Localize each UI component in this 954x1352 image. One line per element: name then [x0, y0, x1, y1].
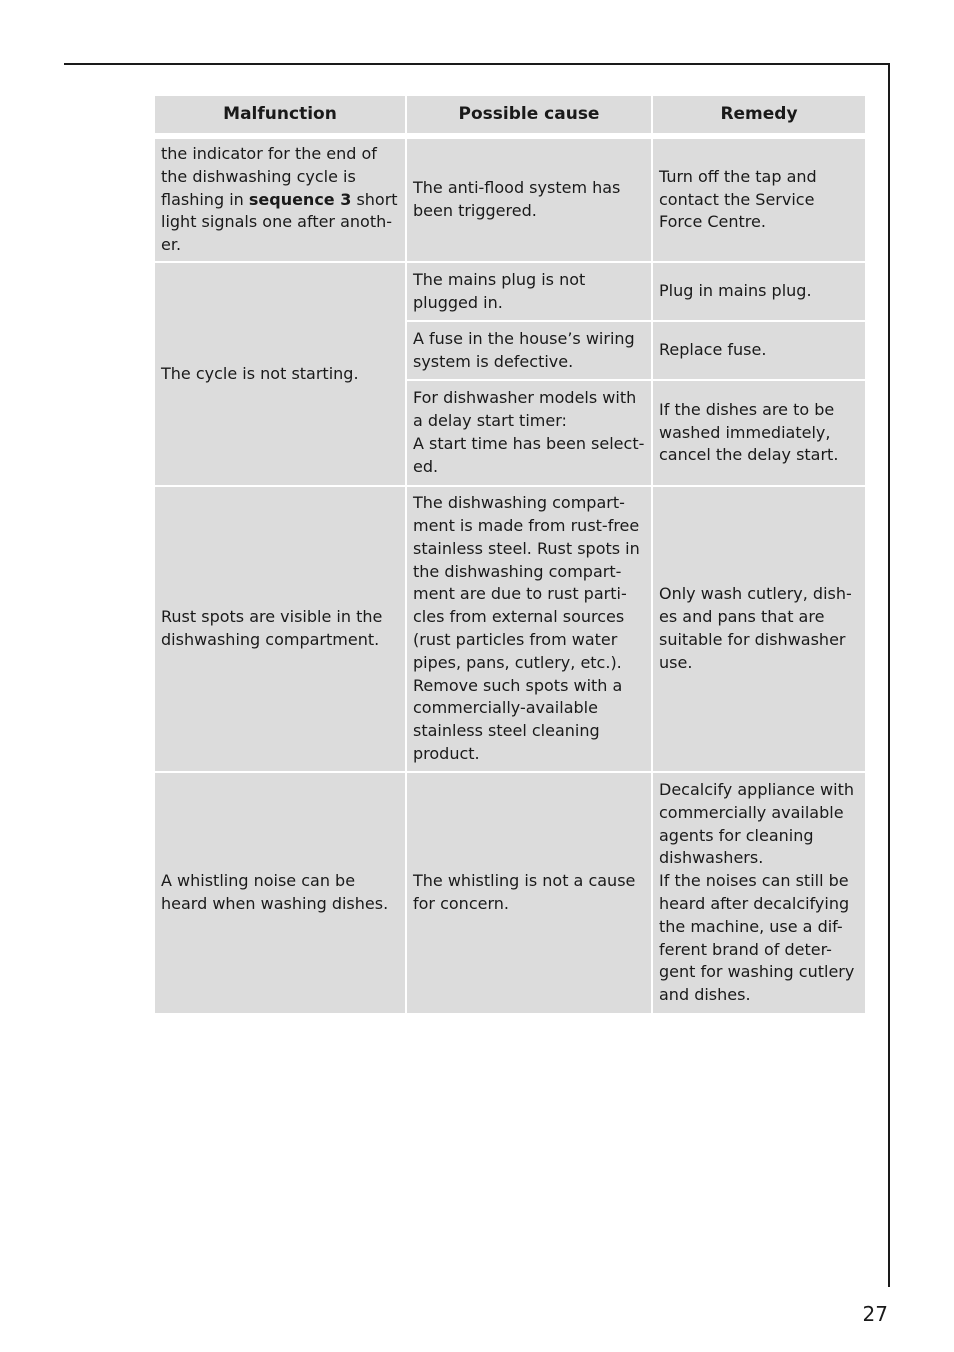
text-line: product. [413, 743, 480, 763]
text-line: dishwashing compartment. [161, 630, 380, 649]
text-line: heard after decalcifying [659, 894, 850, 913]
row4-cause [407, 773, 651, 1013]
row4-malfunction [155, 773, 405, 1013]
text-line: Decalcify appliance with [659, 780, 854, 800]
row2c-cause [407, 381, 651, 487]
row2b-remedy [653, 322, 865, 381]
text-line: for concern. [413, 894, 509, 913]
text-line: heard when washing dishes. [161, 894, 389, 913]
text-line: the dishwashing cycle is [161, 166, 356, 186]
text-line: Replace fuse. [659, 340, 767, 360]
text-line: and dishes. [659, 985, 751, 1005]
text-line: If the noises can still be [659, 871, 849, 891]
text-line: The cycle is not starting. [161, 363, 359, 383]
text-line: commercially available [659, 802, 844, 822]
row1-remedy [653, 139, 865, 263]
text-line: stainless steel. Rust spots in [413, 538, 640, 558]
text-line: a delay start timer: [413, 411, 567, 431]
page-number: 27 [862, 1302, 888, 1326]
text-line: ment is made from rust-free [413, 516, 640, 536]
text-line: For dishwasher models with [413, 388, 637, 408]
row2-malfunction [155, 263, 405, 487]
text-line: ment are due to rust parti- [413, 584, 627, 604]
text-fragment: flashing in [161, 189, 249, 209]
text-line: Rust spots are visible in the [161, 607, 383, 627]
text-line: ed. [413, 456, 439, 476]
text-line: Remove such spots with a [413, 675, 623, 695]
header-remedy: Remedy [653, 96, 865, 139]
text-line: the dishwashing compart- [413, 561, 622, 581]
text-line: been triggered. [413, 201, 537, 220]
text-line: pipes, pans, cutlery, etc.). [413, 652, 622, 672]
row2c-remedy [653, 381, 865, 487]
troubleshooting-table [155, 96, 863, 1013]
text-line: The whistling is not a cause [413, 871, 636, 891]
row2a-cause [407, 263, 651, 322]
text-line: light signals one after anoth- [161, 212, 393, 232]
text-line: es and pans that are [659, 607, 825, 627]
text-line: A fuse in the house’s wiring [413, 328, 635, 348]
text-line: A start time has been select- [413, 434, 645, 453]
text-line: The anti-flood system has [413, 178, 621, 198]
text-line: agents for cleaning [659, 825, 814, 845]
text-line: use. [659, 652, 693, 672]
text-line: stainless steel cleaning [413, 721, 600, 741]
text-line: Turn off the tap and [659, 166, 817, 186]
text-line: cancel the delay start. [659, 445, 839, 465]
text-line [161, 189, 399, 212]
header-possible-cause: Possible cause [407, 96, 651, 139]
text-line: The dishwashing compart- [413, 493, 625, 513]
row3-remedy [653, 487, 865, 773]
text-line: If the dishes are to be [659, 399, 835, 419]
text-fragment: short [351, 189, 398, 209]
text-line: cles from external sources [413, 607, 625, 627]
text-line: (rust particles from water [413, 630, 618, 649]
text-line: commercially-available [413, 698, 598, 718]
text-line: gent for washing cutlery [659, 962, 855, 982]
row2a-remedy [653, 263, 865, 322]
text-line: contact the Service [659, 189, 815, 209]
text-line: plugged in. [413, 292, 503, 312]
top-rule [64, 63, 890, 65]
text-line: suitable for dishwasher [659, 630, 846, 649]
text-line: Force Centre. [659, 212, 766, 232]
text-line: system is defective. [413, 351, 574, 371]
text-line: A whistling noise can be [161, 871, 356, 891]
sequence-emphasis: sequence 3 [248, 189, 352, 209]
text-line: dishwashers. [659, 848, 764, 868]
row3-malfunction [155, 487, 405, 773]
side-rule [888, 63, 890, 1287]
row1-malfunction [155, 139, 405, 263]
text-line: the indicator for the end of [161, 144, 377, 163]
row3-cause [407, 487, 651, 773]
text-line: ferent brand of deter- [659, 939, 832, 959]
text-line: Plug in mains plug. [659, 281, 812, 301]
row2b-cause [407, 322, 651, 381]
header-malfunction: Malfunction [155, 96, 405, 139]
text-line: the machine, use a dif- [659, 916, 843, 936]
row4-remedy [653, 773, 865, 1013]
text-line: The mains plug is not [413, 269, 586, 289]
row1-cause [407, 139, 651, 263]
text-line: Only wash cutlery, dish- [659, 584, 852, 604]
text-line: washed immediately, [659, 422, 831, 442]
text-line: er. [161, 235, 182, 255]
